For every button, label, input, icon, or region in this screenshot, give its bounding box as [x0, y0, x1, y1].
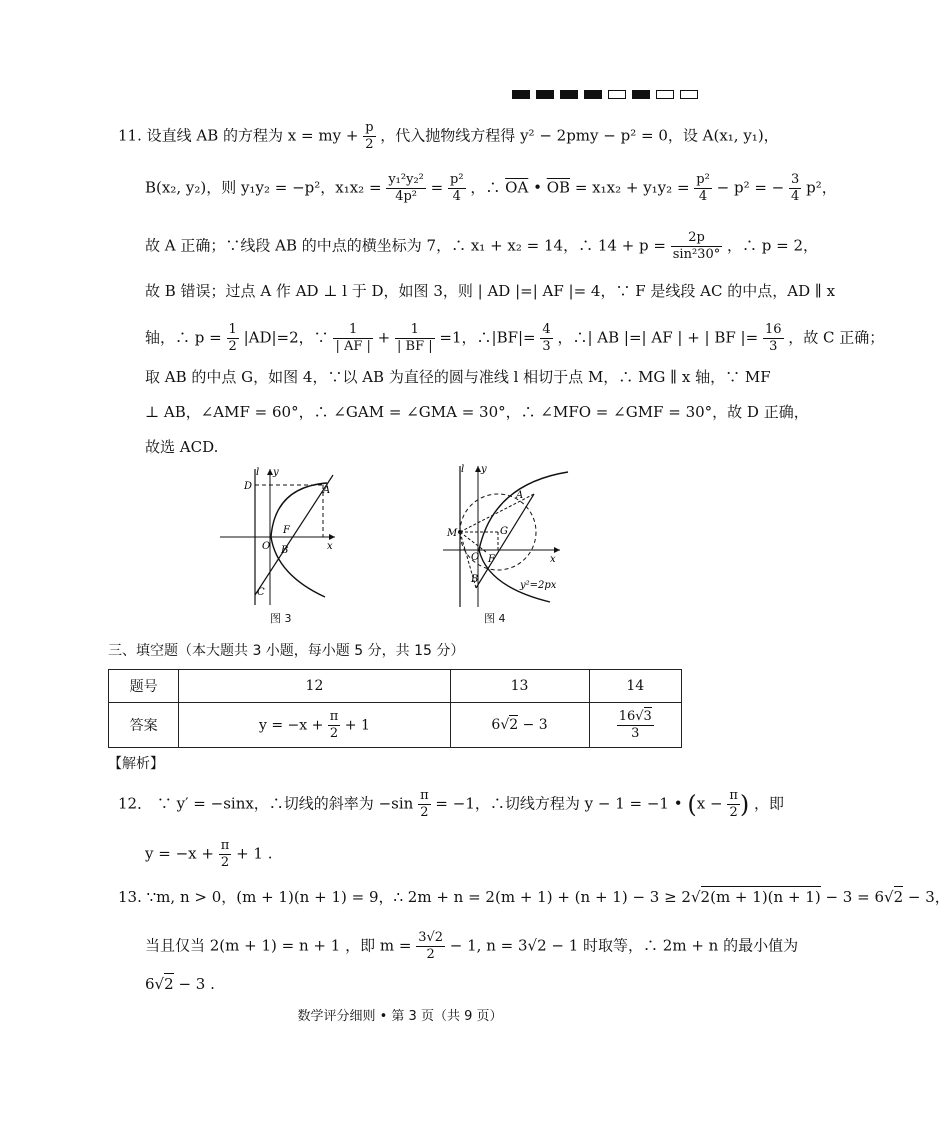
label-x: x	[327, 541, 333, 552]
question-number: 12．	[118, 794, 153, 813]
jiexi-heading: 【解析】	[108, 756, 164, 772]
mark	[632, 90, 650, 99]
label-x: x	[550, 554, 556, 565]
table-header: 题号	[109, 670, 179, 703]
label-O: O	[262, 541, 271, 552]
mark	[536, 90, 554, 99]
label-B: B	[281, 545, 289, 556]
label-F: F	[488, 554, 495, 565]
label-F: F	[283, 525, 290, 536]
answer-14: $\frac{16√3}{3}$	[589, 703, 681, 748]
label-D: D	[244, 481, 253, 492]
figure-3-caption: 图 3	[270, 612, 292, 625]
vector-oa: $\overline{OA}$	[505, 178, 529, 197]
label-y: y	[481, 464, 487, 475]
q13-line1: 13. ∵m, n > 0，(m + 1)(n + 1) = 9，∴ 2m + n = 2(m + 1) + (n + 1) − 3 ≥ 2√2(m + 1)(n + 1) − 3 = 6√2 − 3，	[118, 888, 950, 906]
table-row	[109, 670, 682, 703]
q13-line3: 6√2 − 3 .	[145, 975, 215, 993]
q11-line2: B(x₂, y₂)，则 y₁y₂ = −p²，x₁x₂ = $\frac{\text{y₁²y₂²}}{\text{4p²}}$ = $\frac{\text{p²}}{4}$ ，∴ $\overline{OA}$ • $\overline{OB} = x_1x_2 + y_1y_2$ = $\frac{\text{p²}}{4}$ − p² = − $\frac{3}{4}$ p²，	[145, 172, 837, 204]
mark	[608, 90, 626, 99]
label-l: l	[256, 467, 260, 478]
mark	[512, 90, 530, 99]
label-C: C	[257, 587, 265, 598]
mark	[656, 90, 674, 99]
q11-line4: 故 B 错误；过点 A 作 AD ⊥ l 于 D，如图 3，则 | AD |=| AF |= 4，∵ F 是线段 AC 的中点，AD ∥ x	[145, 282, 836, 300]
q13-line2: 当且仅当 2(m + 1) = n + 1 ，即 m = $\frac{3√2}{2}$ − 1, n = 3√2 − 1 时取等，∴ 2m + n 的最小值为	[145, 930, 799, 962]
figure-4	[438, 462, 578, 610]
q11-line3: 故 A 正确；∵线段 AB 的中点的横坐标为 7，∴ x₁ + x₂ = 14，∴ 14 + p = $\frac{2p}{\text{sin²30°}}$ ，∴ p = 2，	[145, 230, 819, 262]
label-y: y	[273, 467, 279, 478]
q12-line1: 12． ∵ y′ = −sinx，∴切线的斜率为 −sin $\frac{\pi}{2}$ = −1，∴切线方程为 y − 1 = −1 • (x − $\frac{\pi}{2}$ ) ，即	[118, 788, 785, 820]
table-header: 13	[450, 670, 589, 703]
vector-ob: $\overline{OB}$	[546, 178, 571, 197]
label-A: A	[323, 485, 331, 496]
figure-4-caption: 图 4	[484, 612, 506, 625]
answer-table	[108, 669, 682, 748]
table-header: 14	[589, 670, 681, 703]
header-marks	[512, 90, 698, 99]
question-number: 13.	[118, 888, 142, 906]
q11-line7: ⊥ AB，∠AMF = 60°，∴ ∠GAM = ∠GMA = 30°，∴ ∠MFO = ∠GMF = 30°，故 D 正确，	[145, 403, 809, 421]
table-header: 12	[179, 670, 450, 703]
answer-12: y = −x + $\frac{\pi}{2}$ + 1	[179, 703, 450, 748]
q11-line6: 取 AB 的中点 G，如图 4，∵以 AB 为直径的圆与准线 l 相切于点 M，∴ MG ∥ x 轴，∵ MF	[145, 368, 771, 386]
mark	[584, 90, 602, 99]
section-title: 三、填空题（本大题共 3 小题，每小题 5 分，共 15 分）	[108, 643, 465, 659]
figure-3	[215, 465, 345, 610]
q11-line5: 轴，∴ p = $\frac{1}{2}$ |AD|=2，∵ $\frac{1}{| AF |}$ + $\frac{1}{| BF |}$ =1，∴|BF|= $\frac{4}{3}$ ，∴| AB |=| AF | + | BF |= $\frac{16}{3}$ ，故 C 正确；	[145, 322, 885, 354]
table-cell: 答案	[109, 703, 179, 748]
label-M: M	[447, 528, 458, 539]
mark	[560, 90, 578, 99]
question-number: 11.	[118, 126, 142, 145]
table-row	[109, 703, 682, 748]
q11-line1: 11. 设直线 AB 的方程为 x = my + $\frac{p}{2}$ ，代入抛物线方程得 y² − 2pmy − p² = 0，设 A(x₁, y₁)，	[118, 120, 779, 152]
label-O: O	[471, 552, 480, 563]
label-A: A	[516, 490, 524, 501]
mark	[680, 90, 698, 99]
label-l: l	[461, 464, 465, 475]
fraction: $\frac{p}{2}$	[365, 120, 374, 152]
label-eq: y²=2px	[520, 580, 557, 591]
page-footer: 数学评分细则 • 第 3 页（共 9 页）	[297, 1009, 503, 1024]
q12-line2: y = −x + $\frac{\pi}{2}$ + 1 .	[145, 838, 273, 870]
q11-line8: 故选 ACD.	[145, 438, 219, 456]
label-G: G	[500, 526, 508, 537]
answer-13: 6√2 − 3	[450, 703, 589, 748]
label-B: B	[471, 574, 479, 585]
